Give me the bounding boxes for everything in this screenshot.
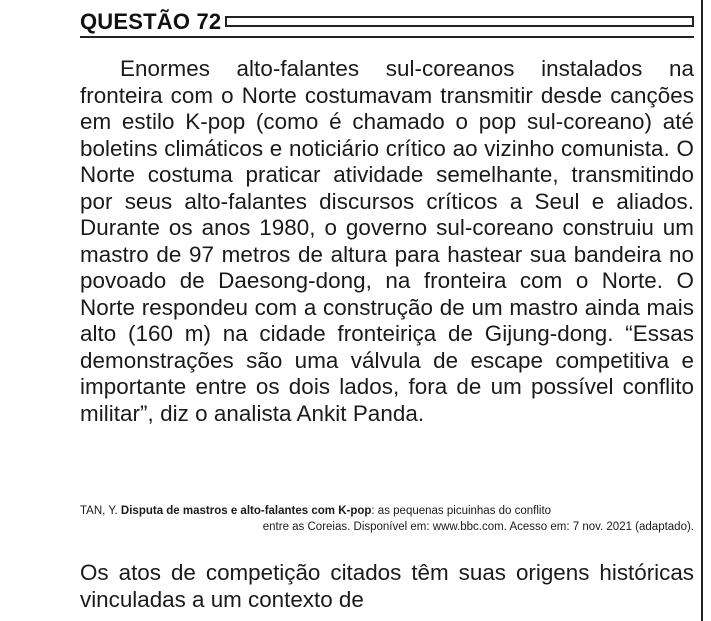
source-article-title: Disputa de mastros e alto-falantes com K-pop bbox=[120, 505, 372, 517]
passage-text: Enormes alto-falantes sul-coreanos instalados na fronteira com o Norte costumavam transmitir desde canções em estilo K-pop (como é chamado o pop sul-coreano) até boletins climáticos e noticiário crítico ao vizinho comunista. O Norte costuma praticar atividade semelhante, transmitindo por seus alto-falantes discursos críticos a Seul e aliados. Durante os anos 1980, o governo sul-coreano construiu um mastro de 97 metros de altura para hastear sua bandeira no povoado de Daesong-dong, na fronteira com o Norte. O Norte respondeu com a construção de um mastro ainda mais alto (160 m) na cidade fronteiriça de Gijung-dong. “Essas demonstrações são uma válvula de escape competitiva e importante entre os dois lados, fora de um possível conflito militar”, diz o analista Ankit Panda. bbox=[80, 56, 694, 426]
source-author: TAN, Y. bbox=[80, 505, 118, 517]
header-bar bbox=[225, 16, 694, 27]
source-citation bbox=[80, 503, 694, 535]
source-availability: entre as Coreias. Disponível em: www.bbc.com. Acesso em: 7 nov. 2021 (adaptado). bbox=[262, 521, 694, 533]
question-title: QUESTÃO 72 bbox=[80, 9, 222, 34]
question-prompt: Os atos de competição citados têm suas origens históricas vinculadas a um contexto de bbox=[80, 560, 694, 612]
right-margin-rule bbox=[701, 0, 703, 621]
source-subtitle: : as pequenas picuinhas do conflito bbox=[371, 505, 552, 517]
question-header bbox=[80, 8, 694, 38]
